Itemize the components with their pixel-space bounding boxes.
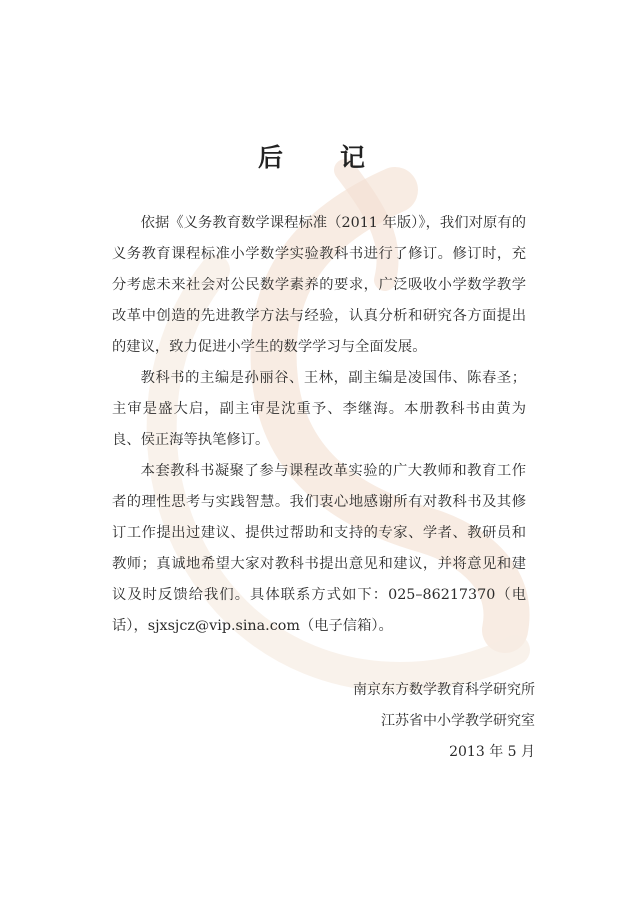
paragraph-revision: 依据《义务教育数学课程标准（2011 年版）》，我们对原有的义务教育课程标准小学数学实验教科书进行了修订。修订时，充分考虑未来社会对公民数学素养的要求，广泛吸收小学数学教学改革中创造的先进教学方法与经验，认真分析和研究各方面提出的建议，致力促进小学生的数学学习与全面发展。 bbox=[112, 215, 526, 355]
signature-date: 2013 年 5 月 bbox=[449, 744, 535, 760]
signature-block bbox=[353, 675, 535, 768]
paragraph-acknowledgement: 本套教科书凝聚了参与课程改革实验的广大教师和教育工作者的理性思考与实践智慧。我们衷心地感谢所有对教科书及其修订工作提出过建议、提供过帮助和支持的专家、学者、教研员和教师；真诚地希望大家对教科书提出意见和建议，并将意见和建议及时反馈给我们。具体联系方式如下：025–86217370（电话），sjxsjcz@vip.sina.com（电子信箱）。 bbox=[112, 463, 526, 634]
body-text bbox=[112, 208, 526, 642]
signature-org-1: 南京东方数学教育科学研究所 bbox=[353, 682, 535, 698]
signature-org-2: 江苏省中小学教学研究室 bbox=[381, 713, 535, 729]
page-title: 后 记 bbox=[257, 143, 381, 172]
paragraph-editors: 教科书的主编是孙丽谷、王林，副主编是凌国伟、陈春圣；主审是盛大启，副主审是沈重予、李继海。本册教科书由黄为良、侯正海等执笔修订。 bbox=[112, 370, 526, 448]
